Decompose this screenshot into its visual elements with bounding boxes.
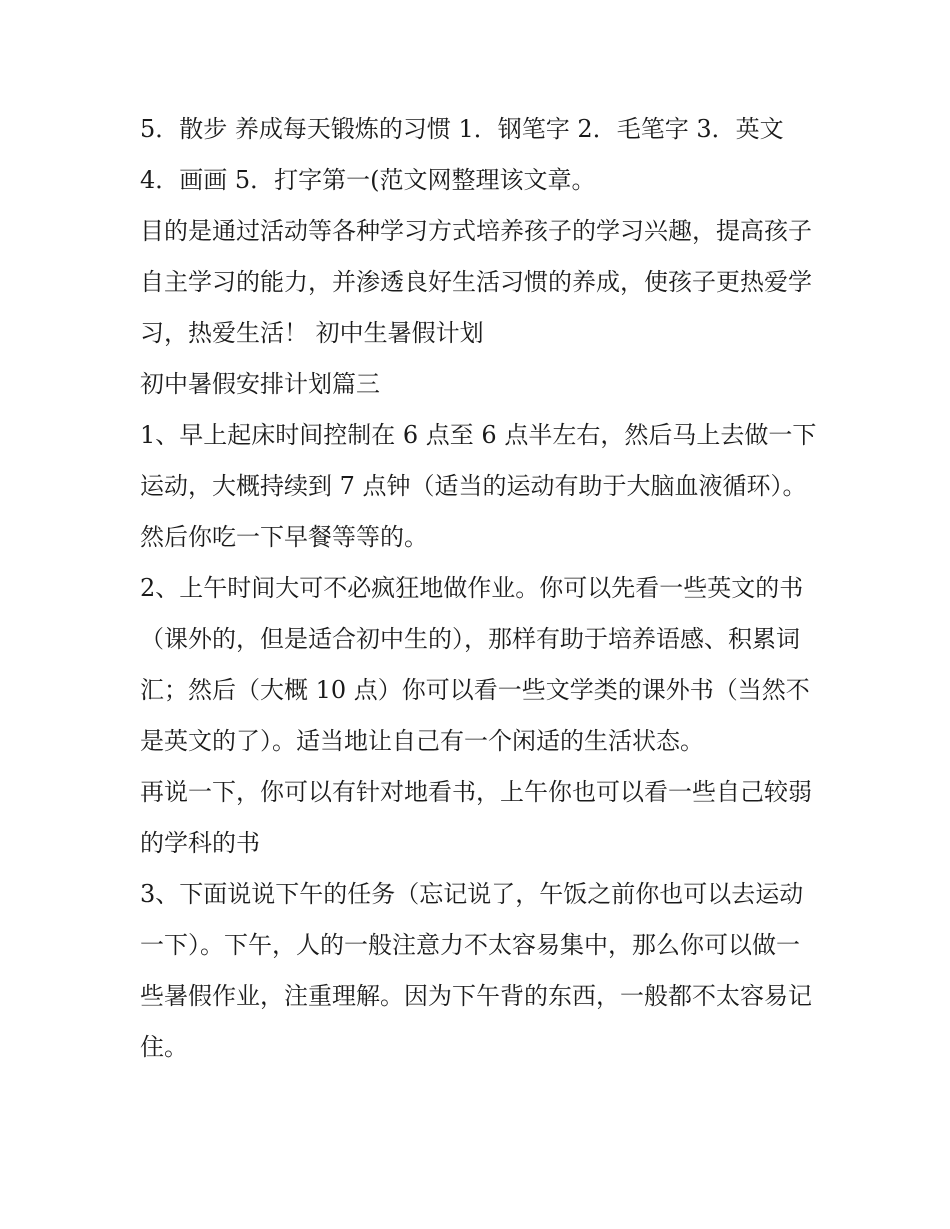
paragraph-targeted-reading: 再说一下，你可以有针对地看书，上午你也可以看一些自己较弱的学科的书 xyxy=(140,778,812,857)
paragraph-habits-list: 5．散步 养成每天锻炼的习惯 1．钢笔字 2．毛笔字 3．英文 4．画画 5．打字第一(范文网整理该文章。 xyxy=(140,115,784,194)
paragraph-afternoon-tasks: 3、下面说说下午的任务（忘记说了，午饭之前你也可以去运动一下）。下午，人的一般注意力不太容易集中，那么你可以做一些暑假作业，注重理解。因为下午背的东西，一般都不太容易记住。 xyxy=(140,880,812,1061)
paragraph-morning-wakeup: 1、早上起床时间控制在 6 点至 6 点半左右，然后马上去做一下运动，大概持续到 7 点钟（适当的运动有助于大脑血液循环）。然后你吃一下早餐等等的。 xyxy=(140,421,817,551)
section-heading: 初中暑假安排计划篇三 xyxy=(140,370,380,398)
paragraph-purpose: 目的是通过活动等各种学习方式培养孩子的学习兴趣，提高孩子自主学习的能力，并渗透良好生活习惯的养成，使孩子更热爱学习，热爱生活！ 初中生暑假计划 xyxy=(140,217,812,347)
document-body xyxy=(140,104,820,1073)
paragraph-morning-study: 2、上午时间大可不必疯狂地做作业。你可以先看一些英文的书（课外的，但是适合初中生的），那样有助于培养语感、积累词汇；然后（大概 10 点）你可以看一些文学类的课外书（当然不是英文的了）。适当地让自己有一个闲适的生活状态。 xyxy=(140,574,810,755)
